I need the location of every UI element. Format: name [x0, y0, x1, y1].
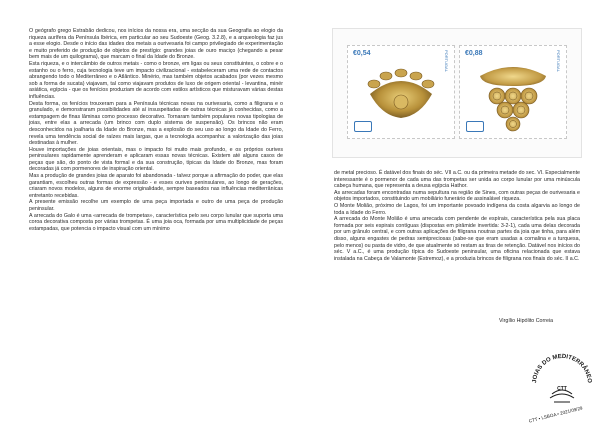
- left-text-column: [29, 28, 283, 232]
- paragraph: Mas a produção de grandes joias de aparato foi abandonada - talvez porque a afirmação do poder, que elas garantiam, escolheu outras formas de expressão - e esses ourives peninsulares, ao longo de gerações, criaram novos modelos, alguns de enorme originalidade, sempre baseados nas influências mediterrânicas entretanto recebidas.: [29, 173, 283, 199]
- paragraph: O geógrafo grego Estrabão dedicou, nos inícios da nossa era, uma secção da sua Geografia ao elogio da riqueza aurífera da Península Ibérica, em particular ao seu Sudoeste (Geog. 3.2.8), e a arqueologia faz jus a esse elogio. Desde o início das idades dos metais a ourivesaria foi campo privilegiado de experimentação e muito preferido de produção de objetos de prestígio: grandes joias de ouro maciço (chegando a pesar bem mais de um quilograma), que marcam o final da Idade do Bronze.: [29, 28, 283, 61]
- postmark-date-line: CTT • LSBOA • 2021/09/29: [528, 405, 584, 424]
- stamp-sheet: [332, 28, 582, 158]
- paragraph: A presente emissão recolhe um exemplo de uma peça importada e outro de uma peça de produção peninsular.: [29, 199, 283, 213]
- paragraph: Desta forma, os fenícios trouxeram para a Península técnicas novas na ourivesaria, como a filigrana e o granulado, e demonstraram possibilidades até aí insuspeitadas de outras técnicas já conhecidas, como a estampagem de finas lâminas como processo decorativo. Tornaram também populares novas tipologias de joias, entre elas a arrecada (um brinco com duplo sistema de suspensão). Os brincos não eram desconhecidos na joalharia da Idade do Bronze, mas a explosão do seu uso ao longo da Idade do Ferro, revela uma tendência social de raízes mais largas, que a tecnologia acompanha: a valorização das joias destinadas à mulher.: [29, 100, 283, 147]
- stamp-country: PORTUGAL: [444, 50, 449, 72]
- svg-text:JOIAS DO MEDITERRÂNEO: [532, 354, 592, 384]
- postmark-cancellation: [526, 350, 598, 428]
- paragraph: A arrecada do Galo é uma «arrecada de trompetas», característica pelo seu corpo lunular que suporta uma coroa decorativa composta por várias trompetas. É uma joia oca, formada por uma multiplicidade de peças estampadas, que potencia o impacto visual com um mínimo: [29, 212, 283, 232]
- stamp-value: €0,54: [353, 50, 371, 57]
- postmark-logo-text: CTT: [557, 386, 567, 392]
- ctt-logo-icon: [466, 121, 484, 132]
- stamp-moliao-earring: [459, 45, 567, 139]
- paragraph: Houve importações de joias orientais, mas o impacto foi muito mais profundo, e os próprios ourives peninsulares rapidamente aprenderam e aplicaram essas novas técnicas. Existem até alguns casos de peças que são, do ponto de vista formal e da sua construção, típicas da Idade do Bronze, mas foram decoradas já com pormenores de inspiração oriental.: [29, 146, 283, 173]
- paragraph: As arrecadas foram encontradas numa sepultura na região de Sines, com outras peças de ourivesaria e objetos importados, constituindo um mobiliário funerário de assinalável riqueza.: [334, 189, 580, 203]
- stamp-galo-earring: [347, 45, 455, 139]
- paragraph: de metal precioso. É datável dos finais do séc. VII a.C. ou da primeira metade do sec. VI. Especialmente interessante é o pormenor de cada uma das trompetas ser unida ao corpo lunular por uma minúscula cabeça humana, que representa a deusa egípcia Hathor.: [334, 170, 580, 190]
- author-signature: Virgílio Hipólito Correia: [499, 318, 554, 324]
- right-text-column: [334, 170, 580, 262]
- ctt-logo-icon: [354, 121, 372, 132]
- paragraph: Esta riqueza, e o intercâmbio de outros metais - como o bronze, em ligas ou seus constituintes, o cobre e o estanho ou o ferro, cuja tecnologia teve um impacto civilizacional - estabeleceram uma rede de contactos abrangendo todo o Mediterrâneo e o Atlântico. Minério, mas também objetos acabados (por vezes mesmo sob a forma de sucata) viajavam, tal como viajavam produtos de luxo de origem oriental - levantina, minér asiática, egípcia - que os fenícios produziam de acordo com estilos artísticos que misturavam várias destas influências.: [29, 60, 283, 100]
- paragraph: O Monte Molião, próximo de Lagos, foi um importante povoado indígena da costa algarvia ao longo de toda a Idade do Ferro.: [334, 202, 580, 216]
- postmark-arc-text: JOIAS DO MEDITERRÂNEO: [531, 353, 593, 384]
- paragraph: A arrecada do Monte Molião é uma arrecada com pendente de espírais, característica pela sua placa formada por seis espirais contíguas (dispostas em pirâmide invertida: 3-2-1), cada uma delas decorada por um grânulo central, e com outras aplicações de filigrana noutras partes da joia que tinha, para além disso, alguns engastes de pedras semipreciosas (sabe-se que eram usadas a cornalina e a turquesa, pelo menos) ou pasta de vidro, de que atualmente só restam as tiras de retenção. Datável nos inícios do séc. V a.C., é uma produção típica do Sudoeste peninsular, uma oficina relacionada que estava instalada na Cabeça de Valamonte (Estremoz), e a produzia brincos de filigrana nos finais do séc. II a.C.: [334, 216, 580, 262]
- stamp-country: PORTUGAL: [556, 50, 561, 72]
- stamp-value: €0,88: [465, 50, 483, 57]
